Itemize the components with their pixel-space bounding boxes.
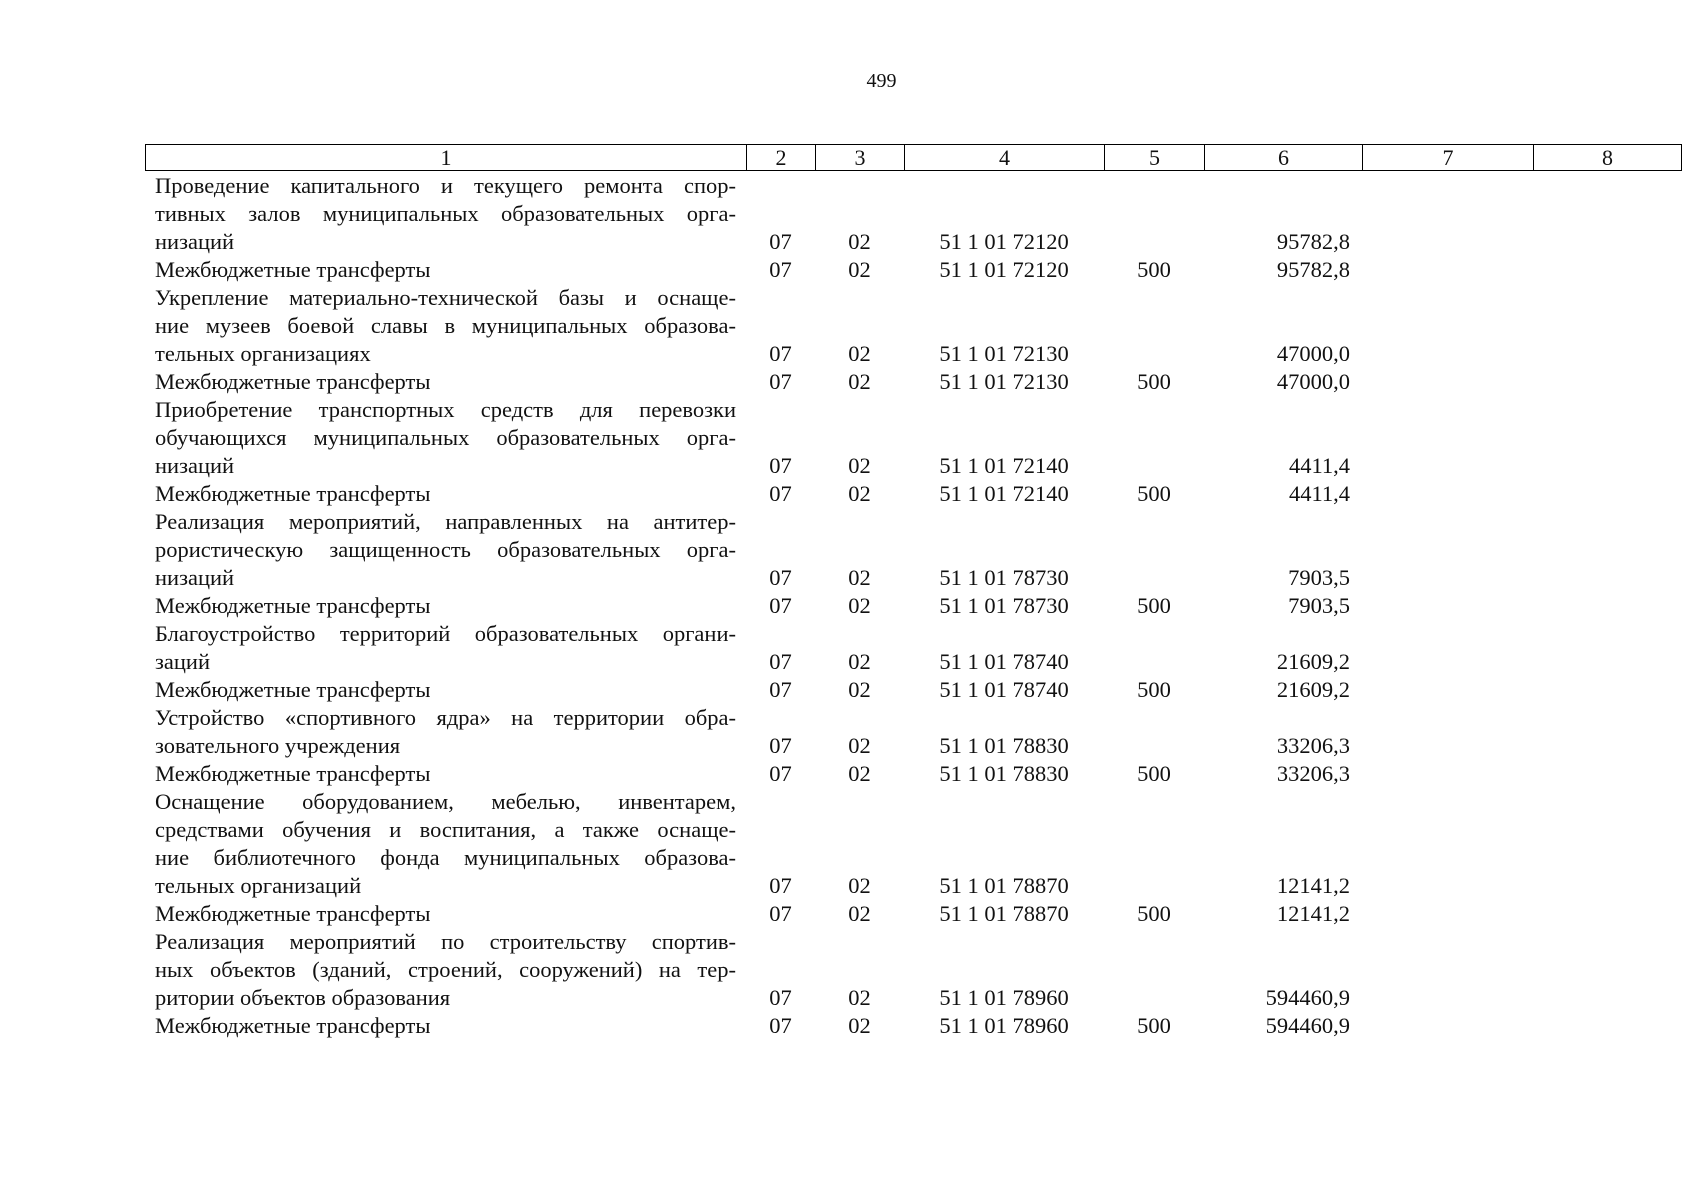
subsection-code: 02 xyxy=(848,901,871,926)
column-8-value xyxy=(1533,284,1681,368)
subsection-code: 02 xyxy=(848,369,871,394)
subsection-code: 02 xyxy=(848,481,871,506)
expense-type-code xyxy=(1104,284,1204,368)
column-8-value xyxy=(1533,760,1681,788)
subsection-code: 02 xyxy=(848,257,871,282)
table-row xyxy=(145,620,1681,676)
header-col-4: 4 xyxy=(905,145,1105,171)
expense-item-name-line: Межбюджетные трансферты xyxy=(155,1013,431,1038)
expense-item-name xyxy=(145,284,746,368)
target-article-code: 51 1 01 72130 xyxy=(939,341,1069,366)
column-7-value xyxy=(1362,592,1533,620)
column-7-value xyxy=(1362,396,1533,480)
target-article-code: 51 1 01 78830 xyxy=(939,733,1069,758)
amount-value: 95782,8 xyxy=(1276,229,1350,254)
table-row xyxy=(145,592,1681,620)
target-article-code: 51 1 01 78730 xyxy=(939,565,1069,590)
amount-value: 33206,3 xyxy=(1276,733,1350,758)
expense-item-name xyxy=(145,480,746,508)
expense-item-name xyxy=(145,620,746,676)
expense-item-name-line: низаций xyxy=(155,453,235,478)
subsection-code: 02 xyxy=(848,677,871,702)
section-code: 07 xyxy=(769,565,792,590)
column-8-value xyxy=(1533,256,1681,284)
target-article-code: 51 1 01 78870 xyxy=(939,901,1069,926)
column-8-value xyxy=(1533,480,1681,508)
expense-item-name xyxy=(145,676,746,704)
target-article-code: 51 1 01 78960 xyxy=(939,985,1069,1010)
column-8-value xyxy=(1533,676,1681,704)
header-col-5: 5 xyxy=(1105,145,1205,171)
subsection-code: 02 xyxy=(848,649,871,674)
expense-type-code: 500 xyxy=(1137,481,1171,506)
expense-item-name xyxy=(145,172,746,256)
target-article-code: 51 1 01 78730 xyxy=(939,593,1069,618)
expense-item-name xyxy=(145,760,746,788)
expense-type-code: 500 xyxy=(1137,369,1171,394)
page-number: 499 xyxy=(866,70,897,92)
column-8-value xyxy=(1533,1012,1681,1040)
amount-value: 12141,2 xyxy=(1276,873,1350,898)
expense-type-code: 500 xyxy=(1137,761,1171,786)
column-7-value xyxy=(1362,1012,1533,1040)
section-code: 07 xyxy=(769,257,792,282)
column-number-header xyxy=(145,144,1682,171)
expense-item-name-line: средствами обучения и воспитания, а также оснаще- xyxy=(155,817,736,842)
section-code: 07 xyxy=(769,677,792,702)
expense-item-name-line: низаций xyxy=(155,565,235,590)
expense-item-name-line: Межбюджетные трансферты xyxy=(155,481,431,506)
expense-item-name xyxy=(145,928,746,1012)
expense-item-name xyxy=(145,900,746,928)
amount-value: 594460,9 xyxy=(1265,1013,1350,1038)
expense-type-code: 500 xyxy=(1137,593,1171,618)
section-code: 07 xyxy=(769,341,792,366)
amount-value: 12141,2 xyxy=(1276,901,1350,926)
target-article-code: 51 1 01 72120 xyxy=(939,257,1069,282)
subsection-code: 02 xyxy=(848,873,871,898)
expense-type-code xyxy=(1104,620,1204,676)
expense-item-name xyxy=(145,368,746,396)
header-col-7: 7 xyxy=(1363,145,1534,171)
table-row xyxy=(145,508,1681,592)
budget-table xyxy=(145,172,1681,1040)
column-7-value xyxy=(1362,284,1533,368)
column-7-value xyxy=(1362,256,1533,284)
target-article-code: 51 1 01 72130 xyxy=(939,369,1069,394)
amount-value: 7903,5 xyxy=(1288,565,1350,590)
amount-value: 4411,4 xyxy=(1288,453,1350,478)
subsection-code: 02 xyxy=(848,733,871,758)
column-8-value xyxy=(1533,928,1681,1012)
column-7-value xyxy=(1362,704,1533,760)
section-code: 07 xyxy=(769,229,792,254)
expense-item-name-line: Межбюджетные трансферты xyxy=(155,761,431,786)
section-code: 07 xyxy=(769,453,792,478)
column-8-value xyxy=(1533,900,1681,928)
section-code: 07 xyxy=(769,369,792,394)
expense-type-code xyxy=(1104,508,1204,592)
expense-item-name-line: Оснащение оборудованием, мебелью, инвентарем, xyxy=(155,789,736,814)
expense-type-code xyxy=(1104,788,1204,900)
expense-type-code xyxy=(1104,928,1204,1012)
expense-item-name-line: тельных организациях xyxy=(155,341,371,366)
subsection-code: 02 xyxy=(848,985,871,1010)
column-7-value xyxy=(1362,788,1533,900)
column-7-value xyxy=(1362,900,1533,928)
table-row xyxy=(145,284,1681,368)
column-8-value xyxy=(1533,620,1681,676)
section-code: 07 xyxy=(769,761,792,786)
expense-item-name-line: Межбюджетные трансферты xyxy=(155,901,431,926)
table-row xyxy=(145,1012,1681,1040)
column-7-value xyxy=(1362,508,1533,592)
expense-item-name-line: Межбюджетные трансферты xyxy=(155,593,431,618)
target-article-code: 51 1 01 78740 xyxy=(939,649,1069,674)
target-article-code: 51 1 01 72120 xyxy=(939,229,1069,254)
expense-item-name-line: ритории объектов образования xyxy=(155,985,451,1010)
table-row xyxy=(145,256,1681,284)
expense-type-code xyxy=(1104,704,1204,760)
expense-item-name-line: Устройство «спортивного ядра» на территории обра- xyxy=(155,705,736,730)
table-row xyxy=(145,928,1681,1012)
column-8-value xyxy=(1533,368,1681,396)
table-row xyxy=(145,788,1681,900)
section-code: 07 xyxy=(769,901,792,926)
target-article-code: 51 1 01 78740 xyxy=(939,677,1069,702)
column-8-value xyxy=(1533,396,1681,480)
table-row xyxy=(145,704,1681,760)
amount-value: 21609,2 xyxy=(1276,677,1350,702)
expense-item-name-line: Реализация мероприятий по строительству спортив- xyxy=(155,929,736,954)
expense-item-name-line: низаций xyxy=(155,229,235,254)
section-code: 07 xyxy=(769,593,792,618)
subsection-code: 02 xyxy=(848,453,871,478)
expense-item-name-line: Укрепление материально-технической базы и оснаще- xyxy=(155,285,736,310)
column-8-value xyxy=(1533,704,1681,760)
header-col-8: 8 xyxy=(1534,145,1682,171)
table-row xyxy=(145,760,1681,788)
expense-item-name-line: заций xyxy=(155,649,210,674)
amount-value: 47000,0 xyxy=(1276,369,1350,394)
table-row xyxy=(145,480,1681,508)
column-8-value xyxy=(1533,508,1681,592)
column-8-value xyxy=(1533,788,1681,900)
expense-item-name-line: обучающихся муниципальных образовательных орга- xyxy=(155,425,736,450)
amount-value: 33206,3 xyxy=(1276,761,1350,786)
expense-type-code: 500 xyxy=(1137,1013,1171,1038)
column-7-value xyxy=(1362,760,1533,788)
expense-item-name-line: ние библиотечного фонда муниципальных образова- xyxy=(155,845,736,870)
expense-item-name xyxy=(145,508,746,592)
subsection-code: 02 xyxy=(848,229,871,254)
expense-item-name-line: Реализация мероприятий, направленных на антитер- xyxy=(155,509,736,534)
expense-item-name-line: Проведение капитального и текущего ремонта спор- xyxy=(155,173,736,198)
column-8-value xyxy=(1533,172,1681,256)
header-col-2: 2 xyxy=(747,145,816,171)
expense-item-name-line: ние музеев боевой славы в муниципальных образова- xyxy=(155,313,736,338)
column-8-value xyxy=(1533,592,1681,620)
amount-value: 594460,9 xyxy=(1265,985,1350,1010)
amount-value: 21609,2 xyxy=(1276,649,1350,674)
target-article-code: 51 1 01 78830 xyxy=(939,761,1069,786)
expense-item-name-line: тельных организаций xyxy=(155,873,362,898)
header-col-6: 6 xyxy=(1205,145,1363,171)
table-row xyxy=(145,396,1681,480)
column-7-value xyxy=(1362,620,1533,676)
table-row xyxy=(145,676,1681,704)
column-7-value xyxy=(1362,172,1533,256)
expense-type-code: 500 xyxy=(1137,257,1171,282)
subsection-code: 02 xyxy=(848,341,871,366)
column-7-value xyxy=(1362,676,1533,704)
target-article-code: 51 1 01 72140 xyxy=(939,453,1069,478)
subsection-code: 02 xyxy=(848,593,871,618)
section-code: 07 xyxy=(769,1013,792,1038)
column-7-value xyxy=(1362,480,1533,508)
expense-item-name-line: Благоустройство территорий образовательных органи- xyxy=(155,621,736,646)
section-code: 07 xyxy=(769,649,792,674)
expense-item-name xyxy=(145,396,746,480)
expense-type-code xyxy=(1104,172,1204,256)
subsection-code: 02 xyxy=(848,1013,871,1038)
expense-item-name xyxy=(145,788,746,900)
subsection-code: 02 xyxy=(848,761,871,786)
expense-item-name-line: Межбюджетные трансферты xyxy=(155,369,431,394)
expense-item-name xyxy=(145,592,746,620)
section-code: 07 xyxy=(769,985,792,1010)
table-row xyxy=(145,900,1681,928)
expense-type-code: 500 xyxy=(1137,901,1171,926)
target-article-code: 51 1 01 78870 xyxy=(939,873,1069,898)
expense-item-name-line: тивных залов муниципальных образовательных орга- xyxy=(155,201,736,226)
expense-item-name-line: Межбюджетные трансферты xyxy=(155,257,431,282)
expense-item-name-line: Межбюджетные трансферты xyxy=(155,677,431,702)
expense-type-code xyxy=(1104,396,1204,480)
table-row xyxy=(145,368,1681,396)
expense-type-code: 500 xyxy=(1137,677,1171,702)
target-article-code: 51 1 01 72140 xyxy=(939,481,1069,506)
table-body xyxy=(145,172,1681,1040)
expense-item-name xyxy=(145,1012,746,1040)
table-row xyxy=(145,172,1681,256)
section-code: 07 xyxy=(769,873,792,898)
amount-value: 4411,4 xyxy=(1288,481,1350,506)
amount-value: 7903,5 xyxy=(1288,593,1350,618)
header-row xyxy=(146,145,1682,171)
amount-value: 47000,0 xyxy=(1276,341,1350,366)
expense-item-name-line: ных объектов (зданий, строений, сооружений) на тер- xyxy=(155,957,736,982)
subsection-code: 02 xyxy=(848,565,871,590)
expense-item-name xyxy=(145,256,746,284)
expense-item-name-line: Приобретение транспортных средств для перевозки xyxy=(155,397,736,422)
section-code: 07 xyxy=(769,481,792,506)
target-article-code: 51 1 01 78960 xyxy=(939,1013,1069,1038)
column-7-value xyxy=(1362,368,1533,396)
expense-item-name-line: рористическую защищенность образовательных орга- xyxy=(155,537,736,562)
header-col-3: 3 xyxy=(816,145,905,171)
expense-item-name xyxy=(145,704,746,760)
expense-item-name-line: зовательного учреждения xyxy=(155,733,401,758)
section-code: 07 xyxy=(769,733,792,758)
column-7-value xyxy=(1362,928,1533,1012)
header-col-1: 1 xyxy=(146,145,747,171)
amount-value: 95782,8 xyxy=(1276,257,1350,282)
